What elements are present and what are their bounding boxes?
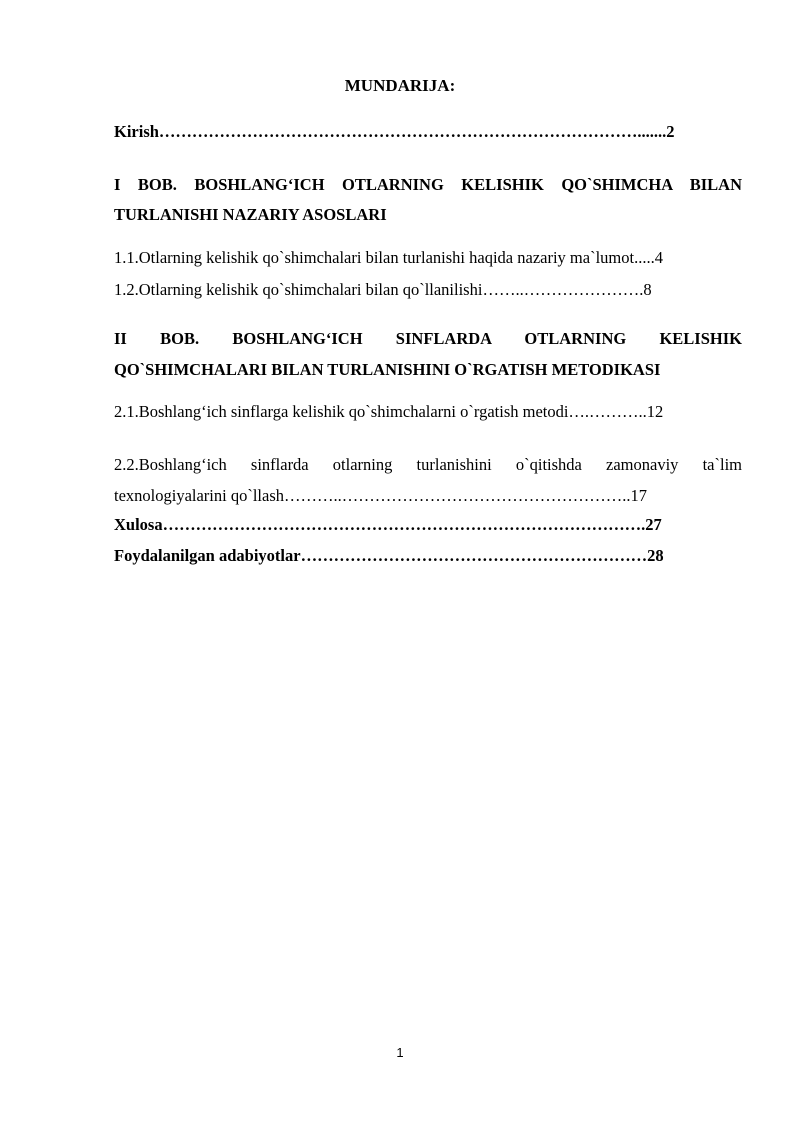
toc-section-2-2-line-1: 2.2.Boshlang‘ich sinflarda otlarning turlanishini o`qitishda zamonaviy ta`lim bbox=[114, 455, 742, 474]
toc-chapter-1-line-2: TURLANISHI NAZARIY ASOSLARI bbox=[114, 205, 387, 224]
toc-section-1-2-text: 1.2.Otlarning kelishik qo`shimchalari bilan qo`llanilishi……..………………….8 bbox=[114, 280, 652, 299]
toc-entry-kirish bbox=[114, 121, 742, 143]
toc-entry-adabiyotlar-text: Foydalanilgan adabiyotlar………………………………………………………28 bbox=[114, 546, 664, 565]
toc-section-2-1-text: 2.1.Boshlang‘ich sinflarga kelishik qo`shimchalarni o`rgatish metodi….………..12 bbox=[114, 402, 664, 421]
toc-entry-kirish-text: Kirish…………………………………………………………………………….......2 bbox=[114, 122, 675, 141]
toc-chapter-1-line-1: I BOB. BOSHLANG‘ICH OTLARNING KELISHIK QO`SHIMCHA BILAN bbox=[114, 175, 742, 194]
toc-entry-adabiyotlar bbox=[114, 545, 742, 567]
toc-section-1-1 bbox=[114, 247, 742, 269]
toc-chapter-2 bbox=[114, 323, 742, 385]
toc-chapter-2-line-1: II BOB. BOSHLANG‘ICH SINFLARDA OTLARNING KELISHIK bbox=[114, 329, 742, 348]
page-title: MUNDARIJA: bbox=[344, 76, 456, 95]
page-number: 1 bbox=[396, 1045, 404, 1060]
toc-section-2-1 bbox=[114, 401, 742, 423]
toc-section-2-2-line-2: texnologiyalarini qo`llash………..……………………………………………..17 bbox=[114, 486, 648, 505]
toc-chapter-2-line-2: QO`SHIMCHALARI BILAN TURLANISHINI O`RGATISH METODIKASI bbox=[114, 360, 661, 379]
toc-section-2-2 bbox=[114, 449, 742, 511]
toc-section-1-2 bbox=[114, 279, 742, 301]
toc-chapter-1 bbox=[114, 170, 742, 230]
toc-section-1-1-text: 1.1.Otlarning kelishik qo`shimchalari bilan turlanishi haqida nazariy ma`lumot.....4 bbox=[114, 248, 663, 267]
toc-entry-xulosa bbox=[114, 514, 742, 536]
toc-entry-xulosa-text: Xulosa…………………………………………………………………………….27 bbox=[114, 515, 662, 534]
